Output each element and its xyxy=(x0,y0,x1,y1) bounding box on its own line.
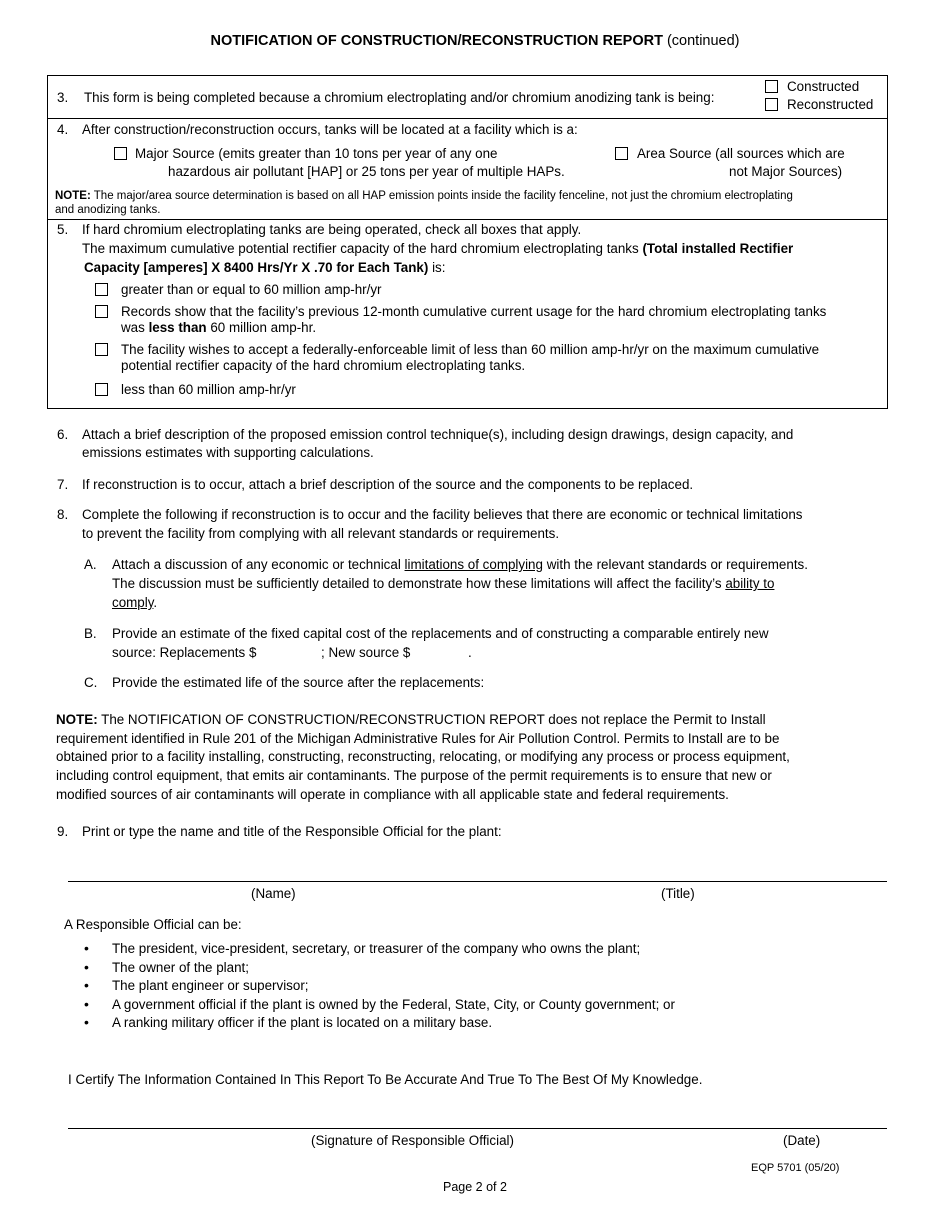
records-show-line2 xyxy=(121,320,316,335)
q8c-line1: Provide the estimated life of the source after the replacements: xyxy=(112,675,485,690)
q4-note-line2: and anodizing tanks. xyxy=(55,204,161,216)
q4-note-line1 xyxy=(55,190,793,202)
q8a-line3-underlined: comply xyxy=(112,595,154,610)
list-item: • A ranking military officer if the plant is located on a military base. xyxy=(66,1015,675,1034)
q8-line1: Complete the following if reconstruction is to occur and the facility believes that there are economic or technical limitations xyxy=(82,507,803,522)
q8a-line1 xyxy=(112,557,808,572)
q8a-line1-underlined: limitations of complying xyxy=(404,557,543,572)
q5-line3-text: is: xyxy=(432,260,446,275)
q4-number: 4. xyxy=(57,122,69,137)
page-title-suffix: (continued) xyxy=(666,33,740,49)
list-item: • The plant engineer or supervisor; xyxy=(66,978,675,997)
q8a-line2 xyxy=(112,576,774,591)
enforceable-limit-line2: potential rectifier capacity of the hard chromium electroplating tanks. xyxy=(121,358,526,373)
permit-note-line3: obtained prior to a facility installing, constructing, reconstructing, relocating, or modifying any process or process equipment, xyxy=(56,749,790,764)
reconstructed-checkbox[interactable] xyxy=(765,98,778,111)
q5-line3 xyxy=(84,260,445,275)
q9-number: 9. xyxy=(57,824,69,839)
list-item: • A government official if the plant is owned by the Federal, State, City, or County government; or xyxy=(66,997,675,1016)
q6-line2: emissions estimates with supporting calculations. xyxy=(82,445,374,460)
q8-line2: to prevent the facility from complying with all relevant standards or requirements. xyxy=(82,526,560,541)
constructed-checkbox[interactable] xyxy=(765,80,778,93)
page-number: Page 2 of 2 xyxy=(443,1180,507,1194)
permit-note-line2: requirement identified in Rule 201 of the Michigan Administrative Rules for Air Pollution Control. Permits to Install are to be xyxy=(56,731,780,746)
enforceable-limit-line1: The facility wishes to accept a federally-enforceable limit of less than 60 million amp-hr/yr on the maximum cumulative xyxy=(121,342,820,357)
name-title-signature-line[interactable] xyxy=(68,881,887,882)
q8a-line1-c: with the relevant standards or requirements. xyxy=(546,557,808,572)
q5-line3-bold: Capacity [amperes] X 8400 Hrs/Yr X .70 for Each Tank) xyxy=(84,260,429,275)
signature-date-line[interactable] xyxy=(68,1128,887,1129)
q5-line2 xyxy=(82,241,793,256)
certification-statement: I Certify The Information Contained In This Report To Be Accurate And True To The Best Of My Knowledge. xyxy=(68,1072,703,1087)
list-item: • The owner of the plant; xyxy=(66,960,675,979)
date-label: (Date) xyxy=(783,1133,821,1148)
q8b-label: B. xyxy=(84,626,97,641)
records-show-line2-bold: less than xyxy=(148,320,207,335)
q8b-line1: Provide an estimate of the fixed capital cost of the replacements and of constructing a comparable entirely new xyxy=(112,626,769,641)
records-show-line2-c: 60 million amp-hr. xyxy=(210,320,317,335)
major-source-label-line2: hazardous air pollutant [HAP] or 25 tons per year of multiple HAPs. xyxy=(168,164,565,179)
q7-line1: If reconstruction is to occur, attach a brief description of the source and the components to be replaced. xyxy=(82,477,694,492)
divider-3-4 xyxy=(47,118,888,119)
permit-note-line5: modified sources of air contaminants will operate in compliance with all applicable state and federal requirements. xyxy=(56,787,729,802)
permit-note-label: NOTE: xyxy=(56,712,98,727)
q5-line2-bold: (Total installed Rectifier xyxy=(642,241,794,256)
q3-text: This form is being completed because a chromium electroplating and/or chromium anodizing tank is being: xyxy=(84,90,715,105)
q4-text: After construction/reconstruction occurs, tanks will be located at a facility which is a: xyxy=(82,122,578,137)
responsible-official-intro: A Responsible Official can be: xyxy=(64,917,242,932)
q9-line1: Print or type the name and title of the Responsible Official for the plant: xyxy=(82,824,502,839)
reconstructed-label: Reconstructed xyxy=(787,97,874,112)
form-number: EQP 5701 (05/20) xyxy=(751,1162,840,1174)
q8b-replacements-label: source: Replacements $ xyxy=(112,645,257,660)
page-title-main: NOTIFICATION OF CONSTRUCTION/RECONSTRUCTION REPORT xyxy=(210,33,663,49)
q8a-line2-a: The discussion must be sufficiently detailed to demonstrate how these limitations will affect the facility’s xyxy=(112,576,722,591)
lt-60m-label: less than 60 million amp-hr/yr xyxy=(121,382,296,397)
q8a-line3 xyxy=(112,595,157,610)
q5-line1: If hard chromium electroplating tanks are being operated, check all boxes that apply. xyxy=(82,222,582,237)
major-source-label-line1: Major Source (emits greater than 10 tons per year of any one xyxy=(135,146,498,161)
permit-note-line1-text: The NOTIFICATION OF CONSTRUCTION/RECONSTRUCTION REPORT does not replace the Permit to Install xyxy=(101,712,766,727)
major-source-checkbox[interactable] xyxy=(114,147,127,160)
q8-number: 8. xyxy=(57,507,69,522)
q4-note-text: The major/area source determination is based on all HAP emission points inside the facility fenceline, not just the chromium electroplating xyxy=(93,190,793,202)
q6-line1: Attach a brief description of the proposed emission control technique(s), including design drawings, design capacity, and xyxy=(82,427,794,442)
q7-number: 7. xyxy=(57,477,69,492)
q8b-new-source-label: ; New source $ xyxy=(321,645,411,660)
q6-number: 6. xyxy=(57,427,69,442)
lt-60m-checkbox[interactable] xyxy=(95,383,108,396)
area-source-checkbox[interactable] xyxy=(615,147,628,160)
area-source-label-line2: not Major Sources) xyxy=(729,164,843,179)
responsible-official-list xyxy=(66,941,675,1034)
records-show-line2-a: was xyxy=(121,320,145,335)
name-label: (Name) xyxy=(251,886,296,901)
q5-number: 5. xyxy=(57,222,69,237)
permit-note-line4: including control equipment, that emits air contaminants. The purpose of the permit requirements is to ensure that new or xyxy=(56,768,772,783)
gte-60m-label: greater than or equal to 60 million amp-hr/yr xyxy=(121,282,382,297)
enforceable-limit-checkbox[interactable] xyxy=(95,343,108,356)
q8b-period: . xyxy=(468,645,472,660)
permit-note-line1 xyxy=(56,712,766,727)
q8c-label: C. xyxy=(84,675,98,690)
q8a-line3-period: . xyxy=(153,595,158,610)
constructed-label: Constructed xyxy=(787,79,860,94)
title-label: (Title) xyxy=(661,886,695,901)
q8a-line2-underlined: ability to xyxy=(725,576,775,591)
gte-60m-checkbox[interactable] xyxy=(95,283,108,296)
records-show-line1: Records show that the facility’s previous 12-month cumulative current usage for the hard chromium electroplating tanks xyxy=(121,304,827,319)
q3-number: 3. xyxy=(57,90,69,105)
q4-note-label: NOTE: xyxy=(55,190,91,202)
q8a-label: A. xyxy=(84,557,97,572)
area-source-label-line1: Area Source (all sources which are xyxy=(637,146,845,161)
divider-4-5 xyxy=(47,219,888,220)
records-show-checkbox[interactable] xyxy=(95,305,108,318)
page-title xyxy=(0,33,950,49)
list-item: • The president, vice-president, secretary, or treasurer of the company who owns the plant; xyxy=(66,941,675,960)
signature-label: (Signature of Responsible Official) xyxy=(311,1133,514,1148)
q8a-line1-a: Attach a discussion of any economic or technical xyxy=(112,557,401,572)
q5-line2-text: The maximum cumulative potential rectifier capacity of the hard chromium electroplating tanks xyxy=(82,241,639,256)
